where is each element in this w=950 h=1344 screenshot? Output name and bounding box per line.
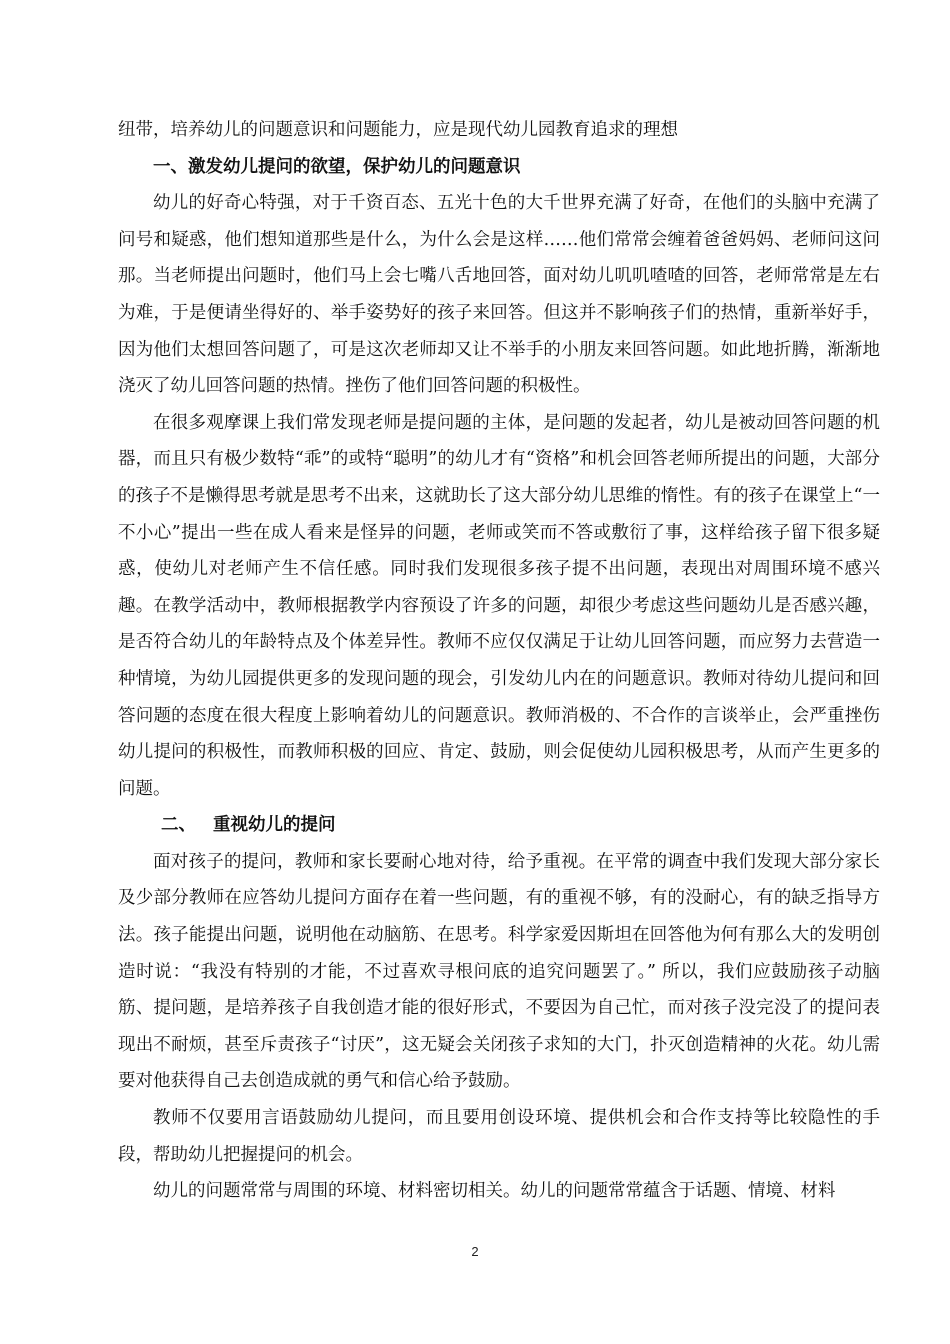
section-heading-1: 一、激发幼儿提问的欲望，保护幼儿的问题意识: [153, 156, 521, 177]
document-body: [118, 112, 880, 1210]
paragraph-observation-class: 在很多观摩课上我们常发现老师是提问题的主体，是问题的发起者，幼儿是被动回答问题的机器，而且只有极少数特“乖”的或特“聪明”的幼儿才有“资格”和机会回答老师所提出的问题，大部分的孩子不是懒得思考就是思考不出来，这就助长了这大部分幼儿思维的惰性。有的孩子在课堂上“一不小心”提出一些在成人看来是怪异的问题，老师或笑而不答或敷衍了事，这样给孩子留下很多疑惑，使幼儿对老师产生不信任感。同时我们发现很多孩子提不出问题，表现出对周围环境不感兴趣。在教学活动中，教师根据教学内容预设了许多的问题，却很少考虑这些问题幼儿是否感兴趣，是否符合幼儿的年龄特点及个体差异性。教师不应仅仅满足于让幼儿回答问题，而应努力去营造一种情境，为幼儿园提供更多的发现问题的现会，引发幼儿内在的问题意识。教师对待幼儿提问和回答问题的态度在很大程度上影响着幼儿的问题意识。教师消极的、不合作的言谈举止，会严重挫伤幼儿提问的积极性，而教师积极的回应、肯定、鼓励，则会促使幼儿园积极思考，从而产生更多的问题。: [118, 412, 880, 799]
paragraph-continuation: 纽带，培养幼儿的问题意识和问题能力，应是现代幼儿园教育追求的理想: [118, 120, 678, 140]
section-heading-2-number: 二、: [161, 815, 196, 836]
paragraph-environment: 幼儿的问题常常与周围的环境、材料密切相关。幼儿的问题常常蕴含于话题、情境、材料: [153, 1181, 836, 1202]
page-number: 2: [471, 1244, 479, 1259]
section-heading-2-title: 重视幼儿的提问: [213, 815, 336, 836]
paragraph-encourage: 教师不仅要用言语鼓励幼儿提问，而且要用创设环境、提供机会和合作支持等比较隐性的手段，帮助幼儿把握提问的机会。: [118, 1108, 880, 1165]
paragraph-patience: 面对孩子的提问，教师和家长要耐心地对待，给予重视。在平常的调查中我们发现大部分家长及少部分教师在应答幼儿提问方面存在着一些问题，有的重视不够，有的没耐心，有的缺乏指导方法。孩子能提出问题，说明他在动脑筋、在思考。科学家爱因斯坦在回答他为何有那么大的发明创造时说：“我没有特别的才能，不过喜欢寻根问底的追究问题罢了。” 所以，我们应鼓励孩子动脑筋、提问题，是培养孩子自我创造才能的很好形式，不要因为自己忙，而对孩子没完没了的提问表现出不耐烦，甚至斥责孩子“讨厌”，这无疑会关闭孩子求知的大门，扑灭创造精神的火花。幼儿需要对他获得自己去创造成就的勇气和信心给予鼓励。: [118, 851, 880, 1092]
paragraph-curiosity: 幼儿的好奇心特强，对于千资百态、五光十色的大千世界充满了好奇，在他们的头脑中充满了问号和疑惑，他们想知道那些是什么，为什么会是这样……他们常常会缠着爸爸妈妈、老师问这问那。当老师提出问题时，他们马上会七嘴八舌地回答，面对幼儿叽叽喳喳的回答，老师常常是左右为难，于是便请坐得好的、举手姿势好的孩子来回答。但这并不影响孩子们的热情，重新举好手，因为他们太想回答问题了，可是这次老师却又让不举手的小朋友来回答问题。如此地折腾，渐渐地浇灭了幼儿回答问题的热情。挫伤了他们回答问题的积极性。: [118, 193, 880, 397]
section-heading-2: [118, 807, 880, 844]
